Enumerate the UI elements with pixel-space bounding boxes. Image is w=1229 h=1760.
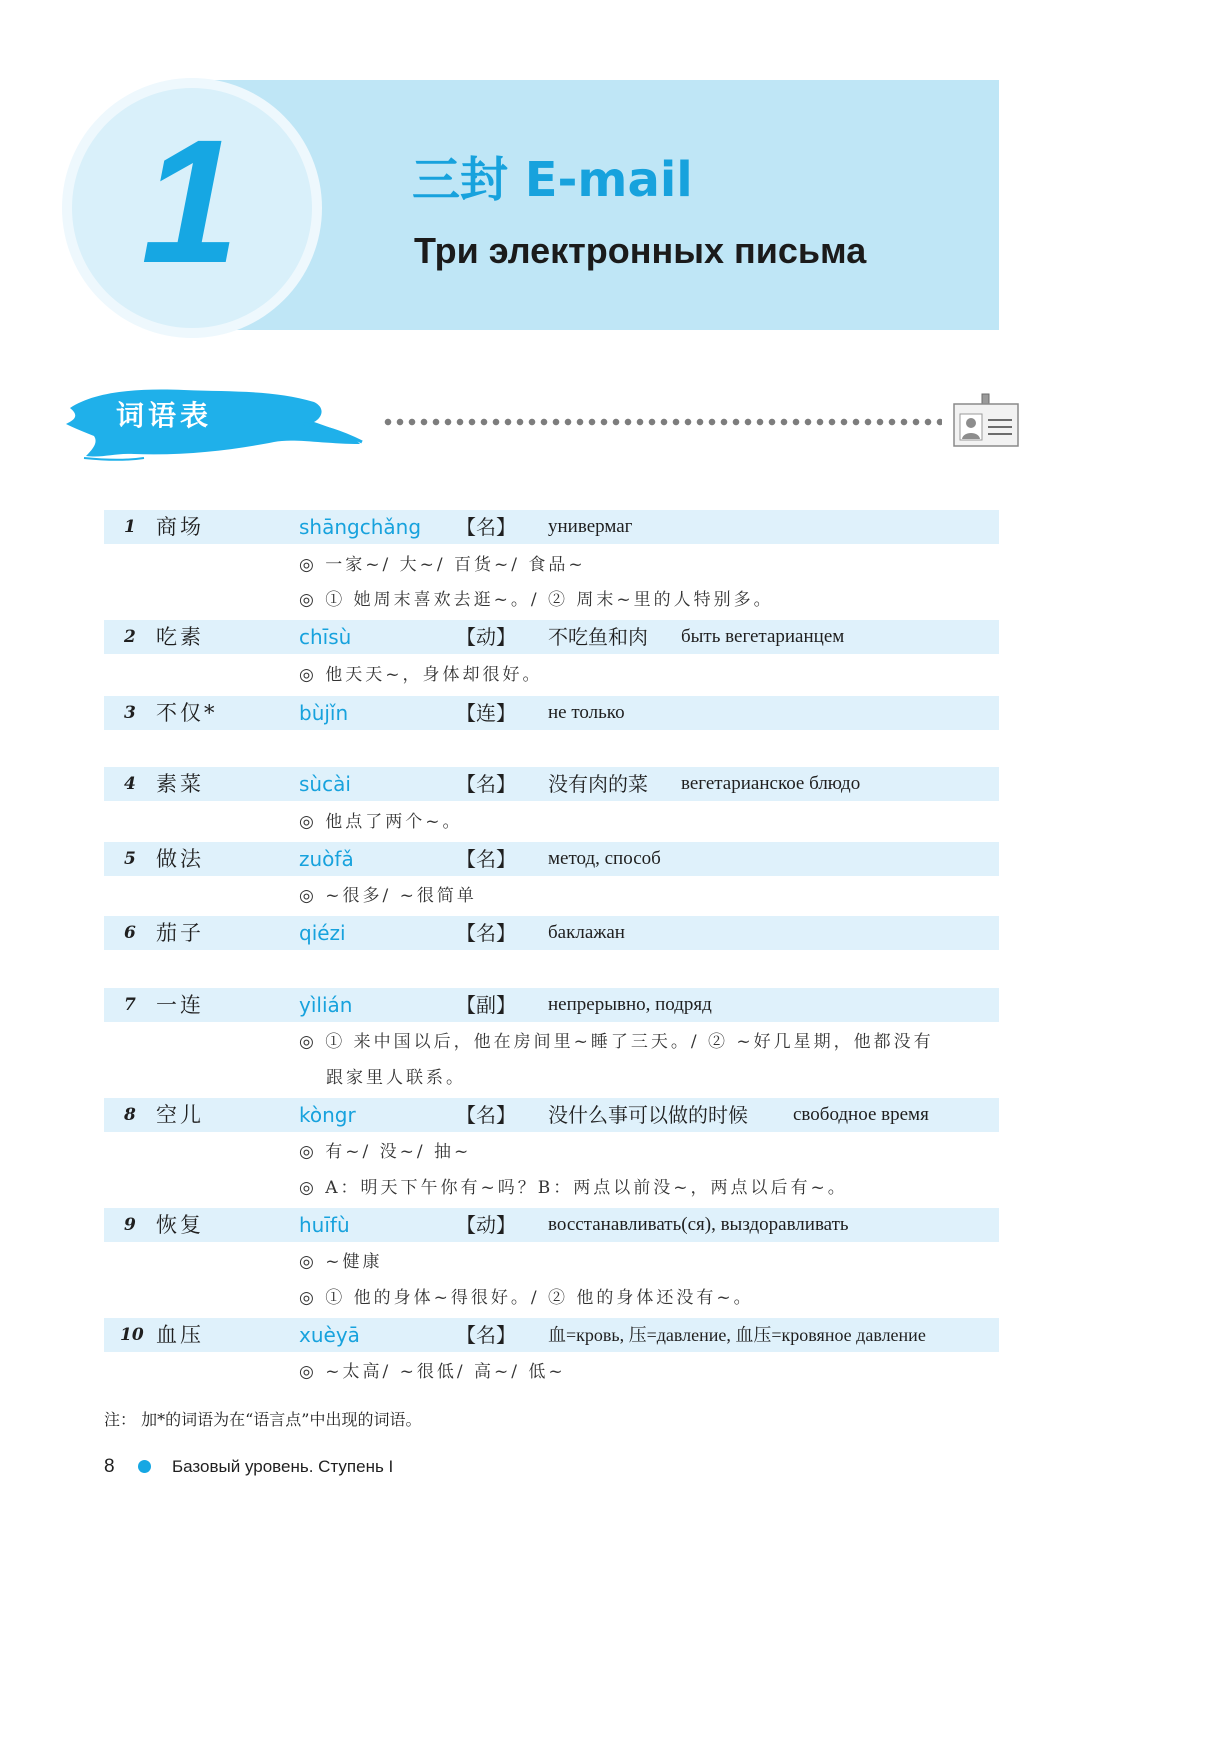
entry-pinyin: shāngchǎng	[299, 515, 422, 539]
entry-example: ◎ ① 她周末喜欢去逛~。/ ② 周末~里的人特别多。	[299, 590, 774, 610]
vocab-entry-6	[104, 916, 999, 950]
entry-word: 恢复	[156, 1213, 204, 1237]
entry-chinese-definition: 没什么事可以做的时候	[548, 1103, 748, 1127]
entry-part-of-speech: 【动】	[456, 625, 516, 649]
entry-pinyin: zuòfǎ	[299, 847, 354, 871]
entry-example: ◎ ~健康	[299, 1252, 383, 1272]
entry-word: 一连	[156, 993, 204, 1017]
entry-pinyin: kòngr	[299, 1103, 356, 1127]
entry-example: ◎ 有~/ 没~/ 抽~	[299, 1142, 472, 1162]
entry-pinyin: qiézi	[299, 921, 346, 945]
entry-number: 2	[124, 627, 136, 647]
entry-number: 6	[124, 923, 136, 943]
entry-pinyin: yìlián	[299, 993, 353, 1017]
vocab-entry-9	[104, 1208, 999, 1242]
entry-word: 血压	[156, 1323, 204, 1347]
dotted-divider	[382, 418, 942, 426]
entry-chinese-definition: 不吃鱼和肉	[548, 625, 648, 649]
entry-number: 10	[120, 1325, 144, 1345]
entry-example: ◎ ① 他的身体~得很好。/ ② 他的身体还没有~。	[299, 1288, 754, 1308]
entry-example: ◎ ① 来中国以后，他在房间里~睡了三天。/ ② ~好几星期，他都没有	[299, 1032, 934, 1052]
brush-stroke-decoration	[64, 378, 364, 462]
entry-part-of-speech: 【名】	[456, 772, 516, 796]
entry-number: 1	[124, 517, 136, 537]
entry-word: 不仅*	[156, 701, 218, 725]
entry-word: 商场	[156, 515, 204, 539]
entry-russian-definition: метод, способ	[548, 848, 661, 869]
vocab-entry-4	[104, 767, 999, 801]
lesson-title-chinese: 三封 E-mail	[412, 152, 693, 208]
entry-word: 茄子	[156, 921, 204, 945]
lesson-number: 1	[141, 104, 239, 300]
footer-book-level: Базовый уровень. Ступень I	[172, 1457, 394, 1476]
entry-example-continuation: 跟家里人联系。	[326, 1068, 466, 1088]
entry-part-of-speech: 【连】	[456, 701, 516, 725]
entry-number: 3	[124, 703, 136, 723]
entry-word: 吃素	[156, 625, 204, 649]
entry-part-of-speech: 【名】	[456, 515, 516, 539]
entry-part-of-speech: 【名】	[456, 1323, 516, 1347]
entry-pinyin: sùcài	[299, 772, 351, 796]
entry-russian-definition: 血=кровь, 压=давление, 血压=кровяное давление	[548, 1325, 926, 1345]
entry-part-of-speech: 【动】	[456, 1213, 516, 1237]
entry-pinyin: bùjǐn	[299, 701, 349, 725]
entry-russian-definition: не только	[548, 702, 625, 723]
entry-example: ◎ ~很多/ ~很简单	[299, 886, 477, 906]
entry-russian-definition: свободное время	[793, 1104, 929, 1125]
entry-chinese-definition: 没有肉的菜	[548, 772, 648, 796]
entry-example: ◎ 他天天~，身体却很好。	[299, 665, 543, 685]
entry-part-of-speech: 【名】	[456, 1103, 516, 1127]
entry-russian-definition: вегетарианское блюдо	[681, 773, 861, 794]
id-card-icon	[950, 392, 1022, 450]
entry-number: 5	[124, 849, 136, 869]
vocabulary-section-title: 词语表	[116, 399, 213, 432]
entry-part-of-speech: 【副】	[456, 993, 516, 1017]
vocab-entry-1	[104, 510, 999, 544]
entry-russian-definition: универмаг	[548, 516, 633, 537]
entry-russian-definition: восстанавливать(ся), выздоравливать	[548, 1214, 849, 1235]
entry-pinyin: xuèyā	[299, 1323, 360, 1347]
vocab-entry-10	[104, 1318, 999, 1352]
entry-example: ◎ 一家~/ 大~/ 百货~/ 食品~	[299, 555, 586, 575]
entry-number: 4	[124, 774, 136, 794]
vocab-entry-8	[104, 1098, 999, 1132]
entry-example: ◎ ~太高/ ~很低/ 高~/ 低~	[299, 1362, 566, 1382]
page-number: 8	[104, 1456, 115, 1477]
entry-example: ◎ A：明天下午你有~吗？B：两点以前没~，两点以后有~。	[299, 1178, 848, 1198]
lesson-title-russian: Три электронных письма	[414, 230, 867, 271]
entry-pinyin: huīfù	[299, 1213, 350, 1237]
entry-russian-definition: баклажан	[548, 922, 625, 943]
entry-number: 9	[124, 1215, 136, 1235]
entry-pinyin: chīsù	[299, 625, 352, 649]
entry-word: 素菜	[156, 772, 204, 796]
entry-example: ◎ 他点了两个~。	[299, 812, 463, 832]
entry-number: 7	[124, 995, 136, 1015]
vocab-entry-2	[104, 620, 999, 654]
vocab-entry-7	[104, 988, 999, 1022]
footer-bullet	[138, 1460, 151, 1473]
vocab-entry-3	[104, 696, 999, 730]
entry-number: 8	[124, 1105, 136, 1125]
entry-word: 做法	[156, 847, 204, 871]
footnote: 注： 加*的词语为在“语言点”中出现的词语。	[104, 1410, 422, 1429]
entry-part-of-speech: 【名】	[456, 921, 516, 945]
entry-russian-definition: непрерывно, подряд	[548, 994, 712, 1015]
vocab-entry-5	[104, 842, 999, 876]
entry-part-of-speech: 【名】	[456, 847, 516, 871]
entry-word: 空儿	[156, 1103, 204, 1127]
entry-russian-definition: быть вегетарианцем	[681, 626, 845, 647]
